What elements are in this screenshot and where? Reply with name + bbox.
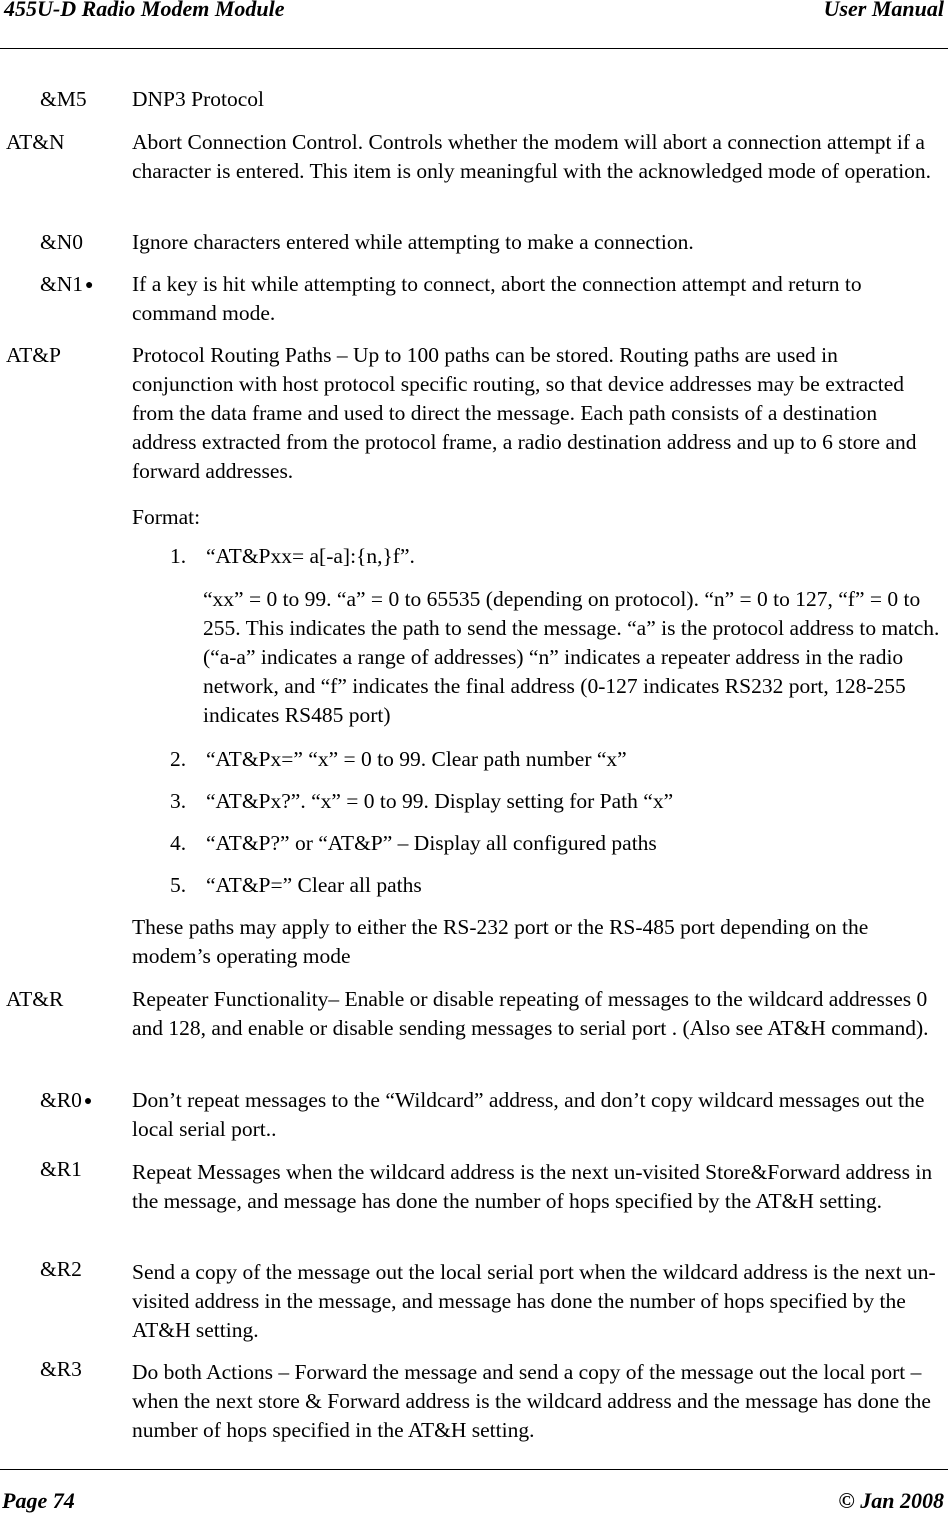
entry-text: Do both Actions – Forward the message and send a copy of the message out the local port – when the next store & Forward address is the wildcard address and the message has done the number of hops specified in the AT&H setting. <box>132 1360 931 1442</box>
list-text: “AT&P=” Clear all paths <box>206 873 422 897</box>
default-bullet-icon: ● <box>83 1094 93 1109</box>
list-number: 2. <box>170 747 187 771</box>
entry-text: Repeat Messages when the wildcard address is the next un-visited Store&Forward address in the message, and message has done the number of hops specified by the AT&H setting. <box>132 1160 933 1213</box>
entry-text: DNP3 Protocol <box>132 87 264 111</box>
footer-date: © Jan 2008 <box>838 1488 944 1513</box>
format-detail: “xx” = 0 to 99. “a” = 0 to 65535 (depending on protocol). “n” = 0 to 127, “f” = 0 to 255. This indicates the path to send the message. “a” is the protocol address to match. (“a-a” indicates a range of addresses) “n” indicates a repeater address in the radio network, and “f” indicates the final address (0-127 indicates RS232 port, 128-255 indicates RS485 port) <box>203 587 940 727</box>
entry-text: Send a copy of the message out the local serial port when the wildcard address is the next un-visited address in the message, and message has done the number of hops specified by the AT&H setting. <box>132 1260 936 1342</box>
entry-key: &R0 <box>40 1088 82 1112</box>
default-bullet-icon: ● <box>85 278 94 293</box>
entry-key-wrap <box>40 270 93 300</box>
list-text: “AT&P?” or “AT&P” – Display all configured paths <box>206 831 657 855</box>
entry-text: If a key is hit while attempting to connect, abort the connection attempt and return to command mode. <box>132 272 862 325</box>
entry-key: &N0 <box>40 230 83 254</box>
entry-text: Abort Connection Control. Controls whether the modem will abort a connection attempt if a character is entered. This item is only meaningful with the acknowledged mode of operation. <box>132 130 932 183</box>
entry-key: &M5 <box>40 87 87 111</box>
list-text: “AT&Px=” “x” = 0 to 99. Clear path number “x” <box>206 747 627 771</box>
list-number: 4. <box>170 831 187 855</box>
entry-text: Don’t repeat messages to the “Wildcard” address, and don’t copy wildcard messages out the local serial port.. <box>132 1088 925 1141</box>
entry-key: AT&P <box>6 343 61 367</box>
list-text: “AT&Pxx= a[-a]:{n,}f”. <box>206 544 415 568</box>
page-number: Page 74 <box>2 1488 75 1513</box>
entry-key: &R2 <box>40 1257 82 1281</box>
entry-key: AT&N <box>6 130 65 154</box>
entry-key: &R3 <box>40 1357 82 1381</box>
entry-text: Repeater Functionality– Enable or disable repeating of messages to the wildcard addresses 0 and 128, and enable or disable sending messages to serial port . (Also see AT&H command). <box>132 987 929 1040</box>
page-header <box>0 0 948 49</box>
list-number: 3. <box>170 789 187 813</box>
list-number: 1. <box>170 544 187 568</box>
header-manual-label: User Manual <box>823 0 944 21</box>
entry-key: AT&R <box>6 987 64 1011</box>
entry-key: &R1 <box>40 1157 82 1181</box>
paths-note: These paths may apply to either the RS-232 port or the RS-485 port depending on the modem’s operating mode <box>132 915 869 968</box>
page-footer <box>0 1469 948 1527</box>
list-number: 5. <box>170 873 187 897</box>
list-text: “AT&Px?”. “x” = 0 to 99. Display setting for Path “x” <box>206 789 674 813</box>
header-title: 455U-D Radio Modem Module <box>4 0 285 21</box>
entry-text: Protocol Routing Paths – Up to 100 paths can be stored. Routing paths are used in conjunction with host protocol specific routing, so that device addresses may be extracted from the data frame and used to direct the message. Each path consists of a destination address extracted from the protocol frame, a radio destination address and up to 6 store and forward addresses. <box>132 343 917 483</box>
entry-text: Ignore characters entered while attempting to make a connection. <box>132 230 694 254</box>
format-label: Format: <box>132 505 201 529</box>
entry-key: &N1 <box>40 272 83 296</box>
entry-key-wrap <box>40 1086 92 1116</box>
